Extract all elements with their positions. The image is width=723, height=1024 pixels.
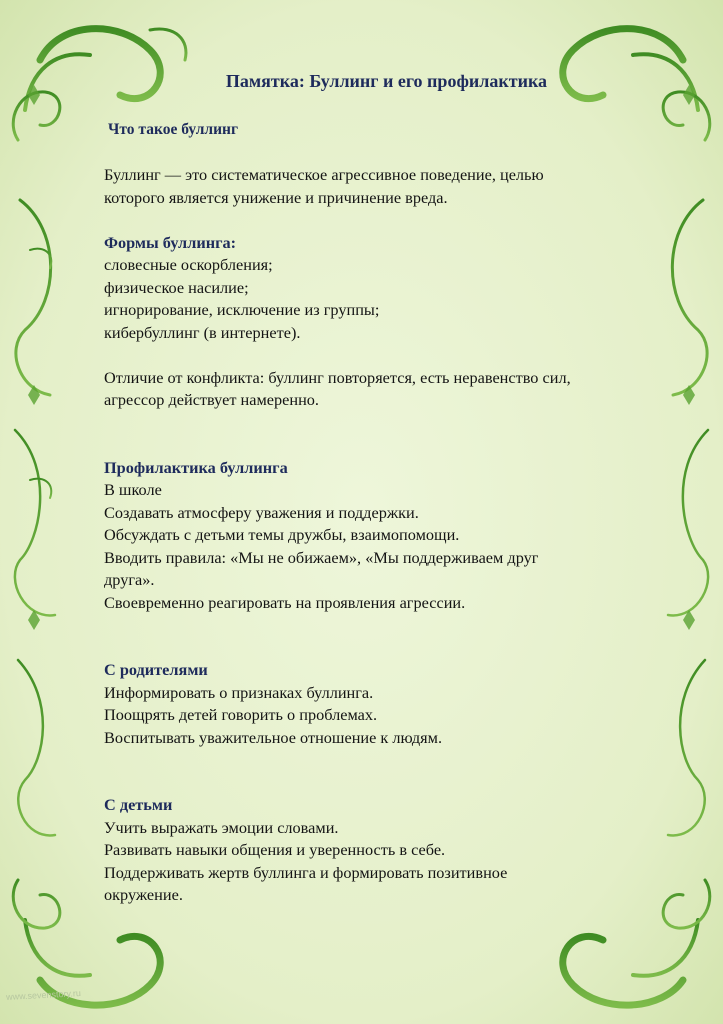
list-item: окружение.: [104, 885, 183, 904]
list-item: Поддерживать жертв буллинга и формировать позитивное: [104, 862, 508, 882]
list-item: словесные оскорбления;: [104, 255, 273, 274]
text-line: которого является унижение и причинение вреда.: [104, 187, 448, 207]
list-item: Вводить правила: «Мы не обижаем», «Мы поддерживаем друг: [104, 547, 539, 567]
list-item: кибербуллинг (в интернете).: [104, 322, 301, 342]
list-item: В школе: [104, 480, 162, 499]
spacer: [104, 412, 684, 457]
difference-paragraph: [104, 367, 684, 412]
section-heading-children: С детьми: [104, 795, 173, 814]
list-item: Обсуждать с детьми темы дружбы, взаимопомощи.: [104, 525, 460, 544]
list-item: друга».: [104, 570, 155, 589]
list-item: Развивать навыки общения и уверенность в себе.: [104, 840, 446, 859]
list-item: Воспитывать уважительное отношение к людям.: [104, 727, 443, 747]
definition-paragraph: [104, 164, 684, 209]
list-item: игнорирование, исключение из группы;: [104, 300, 380, 319]
children-list: [104, 817, 684, 907]
section-heading-parents: С родителями: [104, 660, 208, 679]
forms-list: [104, 254, 684, 344]
text-line: Отличие от конфликта: буллинг повторяется, есть неравенство сил,: [104, 367, 571, 387]
spacer: [104, 344, 684, 367]
section-heading-what: Что такое буллинг: [108, 121, 239, 138]
text-line: Буллинг — это систематическое агрессивное поведение, целью: [104, 165, 544, 184]
spacer: [104, 209, 684, 232]
list-item: Создавать атмосферу уважения и поддержки.: [104, 502, 419, 522]
prevention-list: [104, 479, 684, 614]
spacer: [104, 614, 684, 659]
list-item: Поощрять детей говорить о проблемах.: [104, 705, 378, 724]
spacer: [104, 142, 684, 165]
section-heading-prevention: Профилактика буллинга: [104, 457, 288, 477]
watermark-text: www.sevenstory.ru: [5, 988, 82, 1002]
memo-content: [104, 119, 684, 907]
text-line: агрессор действует намеренно.: [104, 390, 319, 409]
list-item: Информировать о признаках буллинга.: [104, 682, 374, 702]
parents-list: [104, 682, 684, 750]
list-item: Своевременно реагировать на проявления агрессии.: [104, 592, 466, 612]
section-heading-forms: Формы буллинга:: [104, 232, 237, 252]
list-item: Учить выражать эмоции словами.: [104, 817, 339, 837]
spacer: [104, 749, 684, 794]
page-title: Памятка: Буллинг и его профилактика: [225, 71, 548, 91]
list-item: физическое насилие;: [104, 277, 249, 297]
